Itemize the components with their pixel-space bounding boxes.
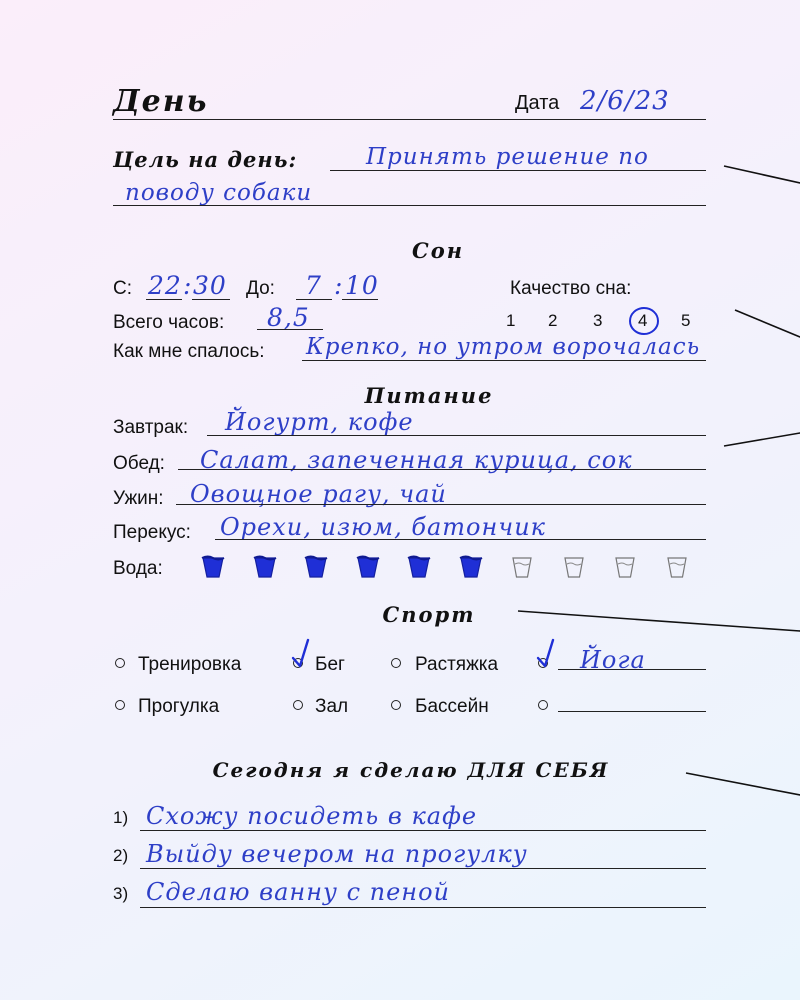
sleep-quality-4[interactable]: 4 <box>638 311 648 330</box>
sport-custom1-value[interactable]: Йога <box>580 646 646 674</box>
self-num-2: 2) <box>113 846 129 865</box>
sport-training-label: Тренировка <box>138 654 242 675</box>
sleep-from-hours[interactable]: 22 <box>148 271 182 300</box>
arrow-sport <box>518 611 800 631</box>
sleep-quality-3[interactable]: 3 <box>593 311 603 330</box>
arrow-sleep <box>735 310 800 337</box>
sport-stretch-label: Растяжка <box>415 654 499 675</box>
arrow-food <box>724 433 800 446</box>
sport-title: Спорт <box>382 602 476 627</box>
sleep-title: Сон <box>411 238 465 263</box>
self-title: Сегодня я сделаю ДЛЯ СЕБЯ <box>212 758 610 782</box>
sleep-to-label: До: <box>246 278 275 299</box>
arrow-self <box>686 773 800 795</box>
sleep-quality-1[interactable]: 1 <box>506 311 516 330</box>
snack-value[interactable]: Орехи, изюм, батончик <box>220 513 547 541</box>
lunch-label: Обед: <box>113 453 165 474</box>
sleep-how-label: Как мне спалось: <box>113 341 265 362</box>
goal-line2[interactable]: поводу собаки <box>125 180 313 206</box>
breakfast-label: Завтрак: <box>113 417 189 438</box>
sleep-how-value[interactable]: Крепко, но утром ворочалась <box>306 334 701 360</box>
sport-pool-label: Бассейн <box>415 696 489 717</box>
self-num-3: 3) <box>113 884 129 903</box>
sleep-from-minutes[interactable]: 30 <box>193 271 227 300</box>
sleep-total-value[interactable]: 8,5 <box>267 303 310 332</box>
sleep-from-label: С: <box>113 278 132 299</box>
lunch-value[interactable]: Салат, запеченная курица, сок <box>200 446 633 474</box>
sleep-quality-2[interactable]: 2 <box>548 311 558 330</box>
food-title: Питание <box>364 383 494 408</box>
sleep-to-hours[interactable]: 7 <box>305 271 322 300</box>
dinner-label: Ужин: <box>113 488 164 509</box>
self-num-1: 1) <box>113 808 129 827</box>
sport-walk-label: Прогулка <box>138 696 220 717</box>
sleep-to-minutes[interactable]: 10 <box>345 271 379 300</box>
breakfast-value[interactable]: Йогурт, кофе <box>225 408 414 436</box>
date-label: Дата <box>515 92 560 114</box>
dinner-value[interactable]: Овощное рагу, чай <box>190 480 447 508</box>
sleep-from-colon: : <box>183 271 193 300</box>
page-title: День <box>113 84 209 119</box>
snack-label: Перекус: <box>113 522 191 543</box>
self-item-2[interactable]: Выйду вечером на прогулку <box>146 840 528 868</box>
self-item-1[interactable]: Схожу посидеть в кафе <box>146 802 478 830</box>
sport-gym-label: Зал <box>315 696 349 717</box>
date-value[interactable]: 2/6/23 <box>580 86 670 116</box>
goal-label: Цель на день: <box>113 147 298 172</box>
water-label: Вода: <box>113 558 163 579</box>
sleep-to-colon: : <box>334 271 344 300</box>
goal-line1[interactable]: Принять решение по <box>366 144 649 170</box>
self-item-3[interactable]: Сделаю ванну с пеной <box>146 878 451 906</box>
sleep-quality-5[interactable]: 5 <box>681 311 691 330</box>
sport-run-label: Бег <box>315 654 345 675</box>
arrow-goal <box>724 166 800 183</box>
sleep-total-label: Всего часов: <box>113 312 225 333</box>
sleep-quality-label: Качество сна: <box>510 278 632 299</box>
